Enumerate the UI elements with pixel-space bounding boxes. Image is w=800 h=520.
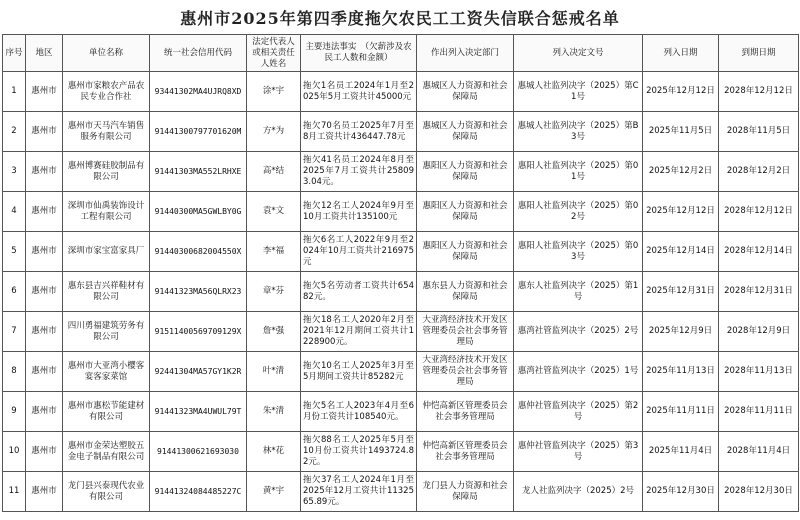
- cell-seq: 3: [3, 152, 26, 192]
- cell-list-date: 2025年12月12日: [643, 192, 719, 232]
- cell-area: 惠州市: [26, 72, 63, 112]
- cell-list-date: 2025年12月14日: [643, 232, 719, 272]
- header-expire-date: 到期日期: [719, 35, 799, 72]
- cell-area: 惠州市: [26, 272, 63, 312]
- cell-department: 惠阳区人力资源和社会保障局: [417, 152, 514, 192]
- cell-document-number: 惠阳人社监列决字（2025）第01号: [514, 152, 643, 192]
- cell-expire-date: 2028年12月14日: [719, 232, 799, 272]
- cell-facts: 拖欠5名工人2023年4月至6月份工资共计108540元。: [301, 392, 417, 432]
- table-row: [3, 192, 799, 232]
- table-row: [3, 312, 799, 352]
- cell-unit: 龙门县兴泰现代农业有限公司: [63, 472, 150, 512]
- cell-department: 惠阳区人力资源和社会保障局: [417, 192, 514, 232]
- cell-seq: 1: [3, 72, 26, 112]
- cell-seq: 2: [3, 112, 26, 152]
- table-row: [3, 432, 799, 472]
- cell-credit-code: 91441323MA4UWUL79T: [150, 392, 247, 432]
- cell-expire-date: 2028年12月9日: [719, 312, 799, 352]
- cell-expire-date: 2028年11月5日: [719, 112, 799, 152]
- table-body: [3, 72, 799, 512]
- cell-seq: 4: [3, 192, 26, 232]
- cell-department: 仲恺高新区管理委员会社会事务管理局: [417, 432, 514, 472]
- header-seq: 序号: [3, 35, 26, 72]
- cell-facts: 拖欠10名工人2025年3月至5月期间工资共计85282元: [301, 352, 417, 392]
- cell-unit: 惠州博赛硅胶制品有限公司: [63, 152, 150, 192]
- cell-list-date: 2025年12月31日: [643, 272, 719, 312]
- cell-department: 仲恺高新区管理委员会社会事务管理局: [417, 392, 514, 432]
- cell-representative: 方*为: [247, 112, 301, 152]
- cell-area: 惠州市: [26, 352, 63, 392]
- cell-department: 惠东县人力资源和社会保障局: [417, 272, 514, 312]
- cell-unit: 惠州市家粮农产品农民专业合作社: [63, 72, 150, 112]
- cell-list-date: 2025年12月30日: [643, 472, 719, 512]
- cell-facts: 拖欠88名工人2025年5月至10月份工资共计1493724.82元。: [301, 432, 417, 472]
- cell-document-number: 惠阳人社监列决字（2025）第03号: [514, 232, 643, 272]
- header-representative: 法定代表人或相关责任人姓名: [247, 35, 301, 72]
- cell-list-date: 2025年12月2日: [643, 152, 719, 192]
- cell-seq: 11: [3, 472, 26, 512]
- cell-seq: 5: [3, 232, 26, 272]
- cell-representative: 章*芬: [247, 272, 301, 312]
- cell-credit-code: 91441303MA552LRHXE: [150, 152, 247, 192]
- cell-representative: 朱*清: [247, 392, 301, 432]
- table-row: [3, 272, 799, 312]
- cell-document-number: 惠城人社监列决字（2025）第B3号: [514, 112, 643, 152]
- cell-list-date: 2025年12月9日: [643, 312, 719, 352]
- cell-unit: 深圳市家宝富家具厂: [63, 232, 150, 272]
- cell-seq: 9: [3, 392, 26, 432]
- cell-credit-code: 91440300MA5GWLBY0G: [150, 192, 247, 232]
- cell-credit-code: 91511400569709129X: [150, 312, 247, 352]
- cell-unit: 惠州市大亚湾小樱客宴客家菜馆: [63, 352, 150, 392]
- cell-unit: 深圳市仙禹装饰设计工程有限公司: [63, 192, 150, 232]
- cell-facts: 拖欠5名劳动者工资共计65482元。: [301, 272, 417, 312]
- cell-expire-date: 2028年12月12日: [719, 72, 799, 112]
- table-row: [3, 352, 799, 392]
- cell-representative: 高*结: [247, 152, 301, 192]
- cell-department: 大亚湾经济技术开发区管理委员会社会事务管理局: [417, 312, 514, 352]
- cell-seq: 8: [3, 352, 26, 392]
- cell-area: 惠州市: [26, 192, 63, 232]
- cell-list-date: 2025年11月5日: [643, 112, 719, 152]
- cell-seq: 7: [3, 312, 26, 352]
- cell-department: 龙门县人力资源和社会保障局: [417, 472, 514, 512]
- header-facts: 主要违法事实 （欠薪涉及农民工人数和金额）: [301, 35, 417, 72]
- cell-document-number: 惠城人社监列决字（2025）第C1号: [514, 72, 643, 112]
- cell-document-number: 惠湾社管监列决字（2025）2号: [514, 312, 643, 352]
- cell-document-number: 惠东人社监列决字（2025）第1号: [514, 272, 643, 312]
- cell-unit: 四川勇福建筑劳务有限公司: [63, 312, 150, 352]
- cell-list-date: 2025年11月11日: [643, 392, 719, 432]
- cell-document-number: 惠仲社管监列决字（2025）第2号: [514, 392, 643, 432]
- cell-department: 惠城区人力资源和社会保障局: [417, 72, 514, 112]
- cell-facts: 拖欠6名工人2022年9月至2024年10月工资共计216975元: [301, 232, 417, 272]
- header-row: [3, 35, 799, 72]
- cell-area: 惠州市: [26, 112, 63, 152]
- cell-unit: 惠州市天马汽车销售服务有限公司: [63, 112, 150, 152]
- cell-credit-code: 91441300621693030: [150, 432, 247, 472]
- header-department: 作出列入决定部门: [417, 35, 514, 72]
- cell-document-number: 龙人社监列决字（2025）2号: [514, 472, 643, 512]
- cell-expire-date: 2028年12月2日: [719, 152, 799, 192]
- cell-unit: 惠州市金荣达塑胶五金电子制品有限公司: [63, 432, 150, 472]
- table-row: [3, 72, 799, 112]
- cell-department: 惠阳区人力资源和社会保障局: [417, 232, 514, 272]
- cell-expire-date: 2028年12月31日: [719, 272, 799, 312]
- cell-facts: 拖欠41名员工2024年8月至2025年7月工资共计258093.04元。: [301, 152, 417, 192]
- header-list-date: 列入日期: [643, 35, 719, 72]
- cell-representative: 涂*宇: [247, 72, 301, 112]
- cell-expire-date: 2028年11月11日: [719, 392, 799, 432]
- table-row: [3, 152, 799, 192]
- cell-representative: 袁*文: [247, 192, 301, 232]
- cell-area: 惠州市: [26, 152, 63, 192]
- header-unit: 单位名称: [63, 35, 150, 72]
- cell-seq: 10: [3, 432, 26, 472]
- blacklist-table: [2, 34, 799, 512]
- cell-representative: 詹*强: [247, 312, 301, 352]
- cell-expire-date: 2028年12月12日: [719, 192, 799, 232]
- cell-credit-code: 92441304MA57GY1K2R: [150, 352, 247, 392]
- cell-facts: 拖欠37名工人2024年1月至2025年12月工资共计1132565.89元。: [301, 472, 417, 512]
- cell-seq: 6: [3, 272, 26, 312]
- header-document-number: 列入决定文号: [514, 35, 643, 72]
- cell-unit: 惠州市惠松节能建材有限公司: [63, 392, 150, 432]
- cell-area: 惠州市: [26, 392, 63, 432]
- cell-facts: 拖欠18名工人2020年2月至2021年12月期间工资共计1228900元。: [301, 312, 417, 352]
- cell-expire-date: 2028年11月4日: [719, 432, 799, 472]
- cell-area: 惠州市: [26, 472, 63, 512]
- header-area: 地区: [26, 35, 63, 72]
- cell-credit-code: 91440300682004550X: [150, 232, 247, 272]
- cell-facts: 拖欠12名工人2024年9月至10月工资共计135100元: [301, 192, 417, 232]
- cell-expire-date: 2028年11月13日: [719, 352, 799, 392]
- cell-area: 惠州市: [26, 232, 63, 272]
- table-row: [3, 112, 799, 152]
- cell-document-number: 惠阳人社监列决字（2025）第02号: [514, 192, 643, 232]
- cell-facts: 拖欠70名员工2025年7月至8月工资共计436447.78元: [301, 112, 417, 152]
- cell-area: 惠州市: [26, 312, 63, 352]
- table-row: [3, 472, 799, 512]
- cell-credit-code: 91441324084485227C: [150, 472, 247, 512]
- page-title: 惠州市2025年第四季度拖欠农民工工资失信联合惩戒名单: [180, 8, 620, 28]
- cell-representative: 叶*清: [247, 352, 301, 392]
- cell-document-number: 惠湾社管监列决字（2025）1号: [514, 352, 643, 392]
- cell-credit-code: 91441323MA56QLRX23: [150, 272, 247, 312]
- cell-representative: 林*花: [247, 432, 301, 472]
- cell-unit: 惠东县吉兴祥鞋材有限公司: [63, 272, 150, 312]
- cell-expire-date: 2028年12月30日: [719, 472, 799, 512]
- cell-representative: 李*福: [247, 232, 301, 272]
- header-credit-code: 统一社会信用代码: [150, 35, 247, 72]
- cell-credit-code: 93441302MA4UJRQ8XD: [150, 72, 247, 112]
- table-row: [3, 232, 799, 272]
- cell-credit-code: 91441300797701620M: [150, 112, 247, 152]
- cell-list-date: 2025年11月4日: [643, 432, 719, 472]
- cell-list-date: 2025年11月13日: [643, 352, 719, 392]
- cell-facts: 拖欠1名员工2024年1月至2025年5月工资共计45000元: [301, 72, 417, 112]
- cell-area: 惠州市: [26, 432, 63, 472]
- cell-department: 惠城区人力资源和社会保障局: [417, 112, 514, 152]
- cell-document-number: 惠仲社管监列决字（2025）第3号: [514, 432, 643, 472]
- cell-representative: 黄*宇: [247, 472, 301, 512]
- cell-list-date: 2025年12月12日: [643, 72, 719, 112]
- table-row: [3, 392, 799, 432]
- cell-department: 大亚湾经济技术开发区管理委员会社会事务管理局: [417, 352, 514, 392]
